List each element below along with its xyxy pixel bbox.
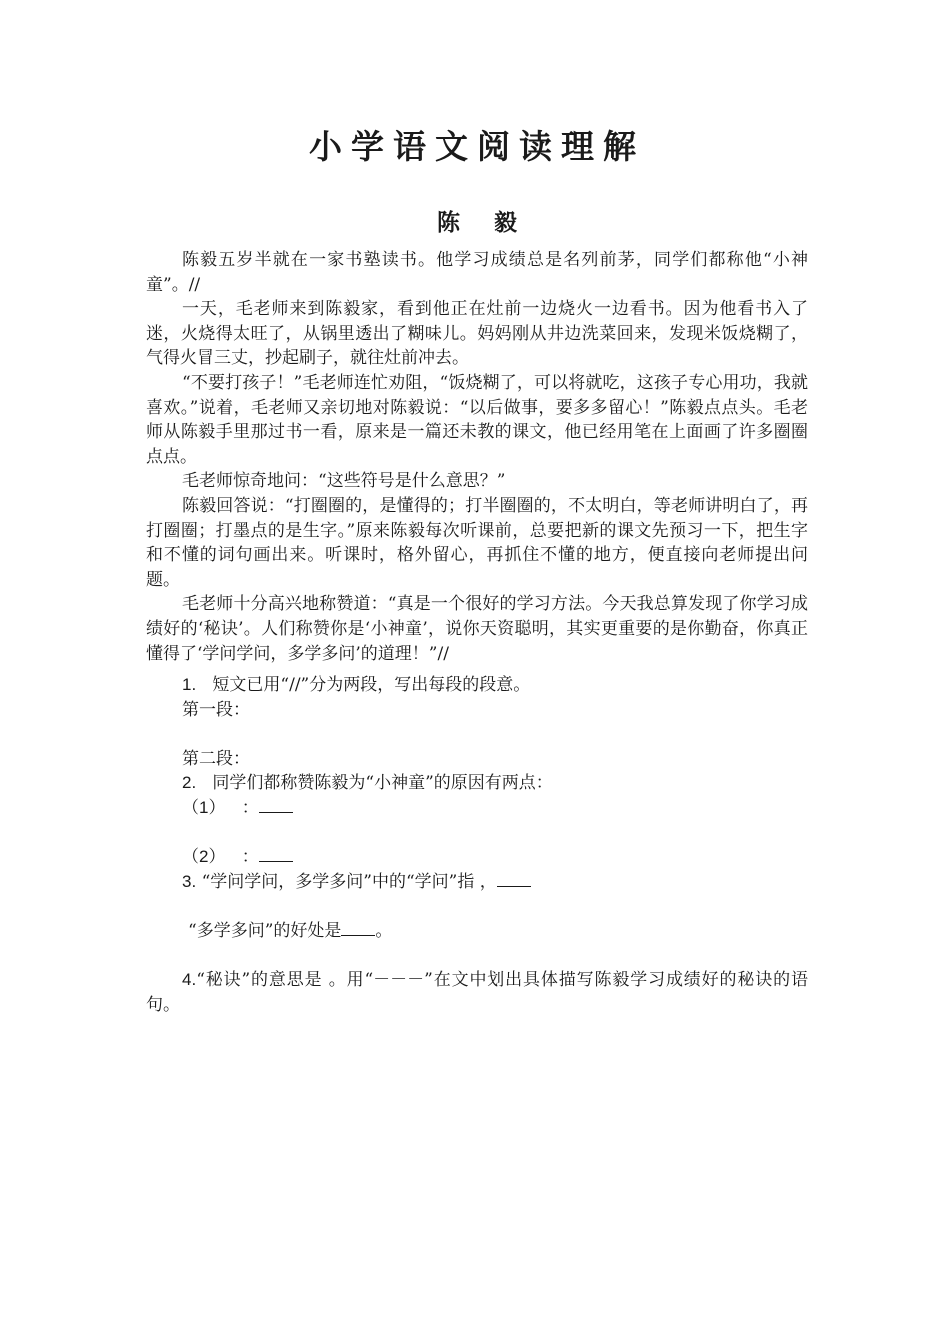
question-2-item-1-colon: ： <box>241 797 259 818</box>
story-paragraph-3: “不要打孩子！”毛老师连忙劝阻，“饭烧糊了，可以将就吃，这孩子专心用功，我就喜欢。”说着，毛老师又亲切地对陈毅说：“以后做事，要多多留心！”陈毅点点头。毛老师从陈毅手里那过书一看，原来是一篇还未教的课文，他已经用笔在上面画了许多圈圈点点。 <box>146 372 808 467</box>
answer-blank[interactable] <box>259 796 293 813</box>
question-1-text: 短文已用“//”分为两段，写出每段的段意。 <box>212 675 531 695</box>
answer-space <box>146 722 808 747</box>
story-paragraph-1: 陈毅五岁半就在一家书塾读书。他学习成绩总是名列前茅，同学们都称他“小神童”。// <box>146 250 808 295</box>
story-title-char-1: 陈 <box>437 209 460 236</box>
answer-space <box>146 894 808 919</box>
question-4-number: 4. <box>182 970 197 990</box>
story-paragraph-4: 毛老师惊奇地问：“这些符号是什么意思？” <box>182 471 506 492</box>
answer-blank[interactable] <box>497 870 531 887</box>
question-4-text: “秘诀”的意思是 。用“－－－”在文中划出具体描写陈毅学习成绩好的秘诀的语句。 <box>146 970 808 1015</box>
answer-blank[interactable] <box>259 845 293 862</box>
question-2-item-2-colon: ： <box>241 847 259 868</box>
story-title-char-2: 毅 <box>494 209 517 236</box>
story-title <box>146 206 808 240</box>
question-2-item-1-label: （1） <box>182 797 226 817</box>
story-paragraph-5: 陈毅回答说：“打圈圈的，是懂得的；打半圈圈的，不太明白，等老师讲明白了，再打圈圈；打墨点的是生字。”原来陈毅每次听课前，总要把新的课文先预习一下，把生字和不懂的词句画出来。听课时，格外留心，再抓住不懂的地方，便直接向老师提出问题。 <box>146 495 808 590</box>
question-2-item-1 <box>146 796 808 821</box>
question-3-part-2 <box>146 919 808 944</box>
question-1-part-2: 第二段： <box>182 748 250 769</box>
document-title: 小学语文阅读理解 <box>309 127 645 166</box>
question-2-text: 同学们都称赞陈毅为“小神童”的原因有两点： <box>212 773 553 794</box>
story-paragraph-6: 毛老师十分高兴地称赞道：“真是一个很好的学习方法。今天我总算发现了你学习成绩好的‘秘诀’。人们称赞你是‘小神童’，说你天资聪明，其实更重要的是你勤奋，你真正懂得了‘学问学问，多学多问’的道理！”// <box>146 594 808 664</box>
answer-space <box>146 944 808 969</box>
question-1-number: 1. <box>182 675 197 694</box>
question-1 <box>146 673 808 698</box>
answer-blank[interactable] <box>341 919 375 936</box>
questions-section <box>146 673 808 1017</box>
question-3-part-2-end: 。 <box>375 920 393 941</box>
question-2 <box>146 771 808 796</box>
question-4 <box>146 968 808 1017</box>
question-2-item-2 <box>146 845 808 870</box>
question-1-part-1: 第一段： <box>182 699 250 720</box>
story-body <box>146 248 808 666</box>
question-3-text: “学问学问，多学多问”中的“学问”指 ， <box>201 871 497 892</box>
question-3-part-2-text: “多学多问”的好处是 <box>188 920 342 941</box>
question-3-number: 3. <box>182 871 197 891</box>
story-paragraph-2: 一天，毛老师来到陈毅家，看到他正在灶前一边烧火一边看书。因为他看书入了迷，火烧得太旺了，从锅里透出了糊味儿。妈妈刚从井边洗菜回来，发现米饭烧糊了，气得火冒三丈，抄起刷子，就往灶前冲去。 <box>146 299 808 369</box>
question-2-item-2-label: （2） <box>182 847 226 867</box>
question-2-number: 2. <box>182 773 197 793</box>
answer-space <box>146 821 808 846</box>
question-3 <box>146 870 808 895</box>
